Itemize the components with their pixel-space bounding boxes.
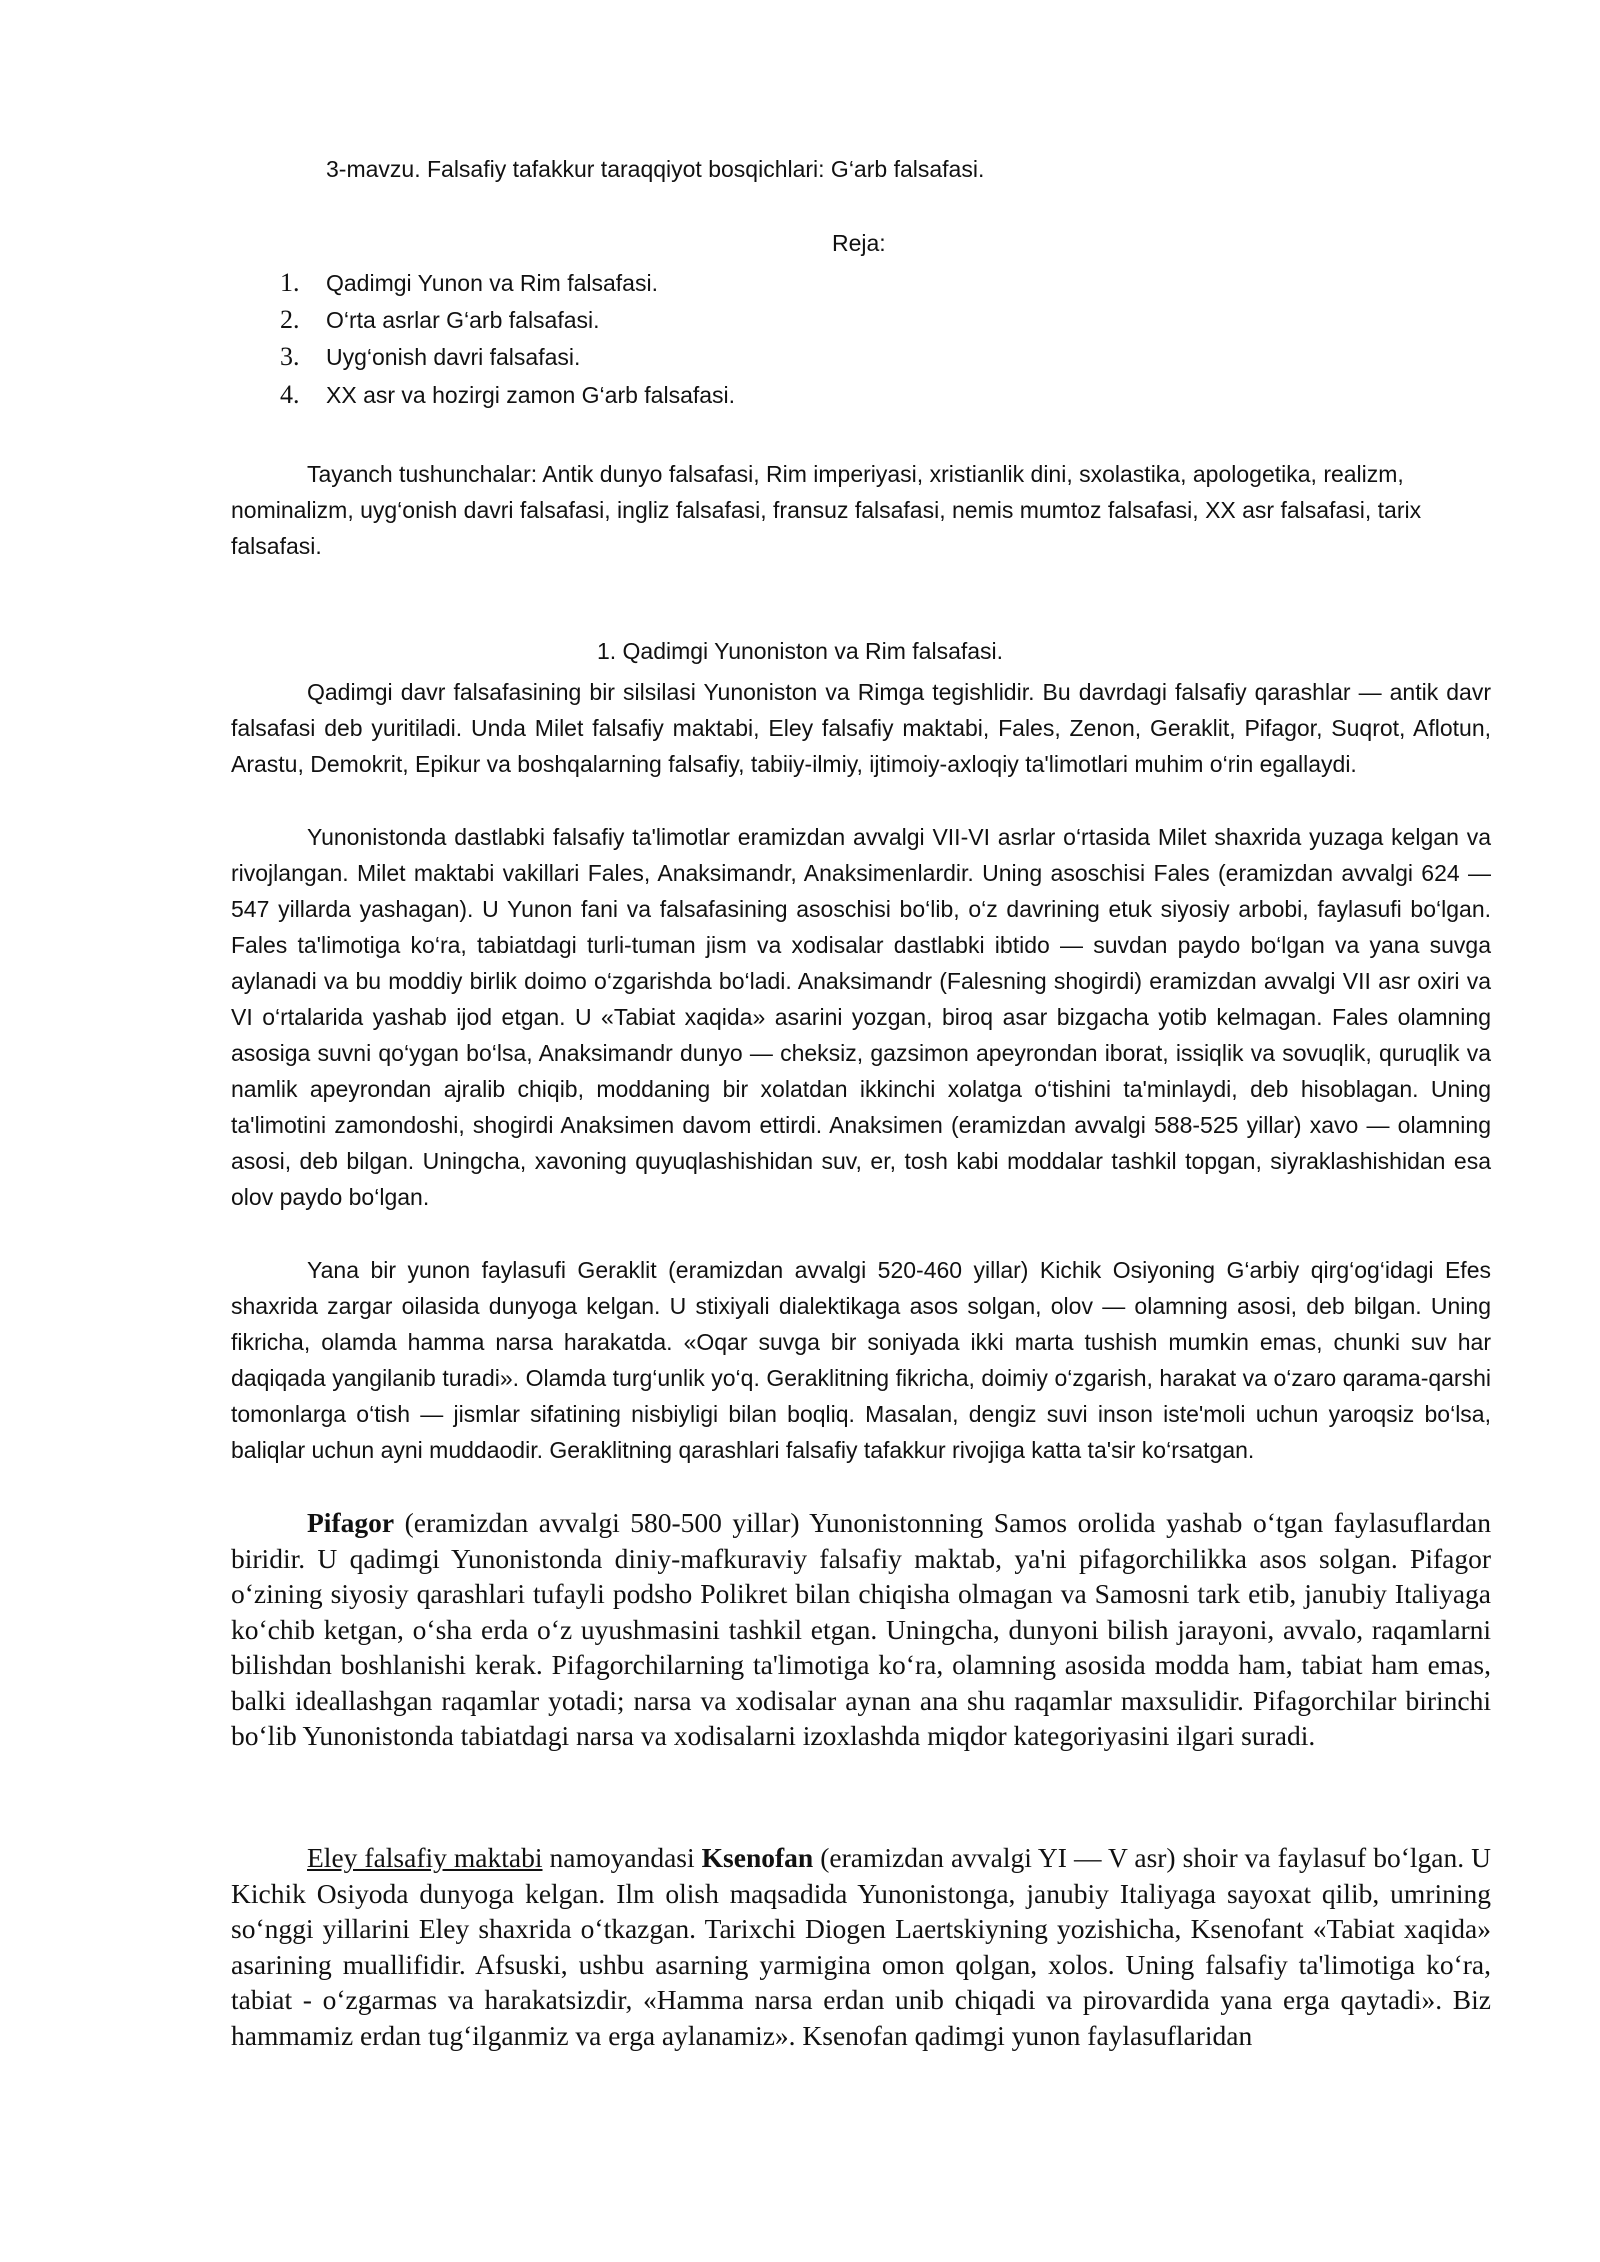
body-paragraph: Qadimgi davr falsafasining bir silsilasi Yunoniston va Rimga tegishlidir. Bu davrdagi falsafiy qarashlar — antik davr falsafasi deb yuritiladi. Unda Milet falsafiy maktabi, Eley falsafiy maktabi, Fales, Zenon, Geraklit, Pifagor, Suqrot, Aflotun, Arastu, Demokrit, Epikur va boshqalarning falsafiy, tabiiy-ilmiy, ijtimoiy-axloqiy ta'limotlari muhim o‘rin egallaydi.	[231, 679, 1491, 777]
paragraph-text: (eramizdan avvalgi 580-500 yillar) Yunonistonning Samos orolida yashab o‘tgan faylasuflardan biridir. U qadimgi Yunonistonda diniy-mafkuraviy falsafiy maktab, ya'ni pifagorchilikka asos solgan. Pifagor o‘zining siyosiy qarashlari tufayli podsho Polikret bilan chiqisha olmagan va Samosni tark etib, janubiy Italiyaga ko‘chib ketgan, o‘sha erda o‘z uyushmasini tashkil etgan. Uningcha, dunyoni bilish jarayoni, avvalo, raqamlarni bilishdan boshlanishi kerak. Pifagorchilarning ta'limotiga ko‘ra, olamning asosida modda ham, tabiat ham emas, balki ideallashgan raqamlar yotadi; narsa va xodisalar aynan ana shu raqamlar maxsulidir. Pifagorchilar birinchi bo‘lib Yunonistonda tabiatdagi narsa va xodisalarni izoxlashda miqdor kategoriyasini ilgari suradi.	[231, 1507, 1491, 1751]
plan-item-text: Qadimgi Yunon va Rim falsafasi.	[326, 270, 658, 296]
plan-item-text: O‘rta asrlar G‘arb falsafasi.	[326, 307, 600, 333]
plan-item-number: 2.	[280, 305, 300, 334]
plan-item	[280, 342, 580, 372]
paragraph-text: (eramizdan avvalgi YI — V asr) shoir va faylasuf bo‘lgan. U Kichik Osiyoda dunyoga kelgan. Ilm olish maqsadida Yunonistonga, janubiy Italiyaga sayoxat qilib, umrining so‘nggi yillarini Eley shaxrida o‘tkazgan. Tarixchi Diogen Laertskiyning yozishicha, Ksenofant «Tabiat xaqida» asarining muallifidir. Afsuski, ushbu asarning yarmigina omon qolgan, xolos. Uning falsafiy ta'limotiga ko‘ra, tabiat - o‘zgarmas va harakatsizdir, «Hamma narsa erdan unib chiqadi va pirovardida yana erga qaytadi». Biz hammamiz erdan tug‘ilganmiz va erga aylanamiz». Ksenofan qadimgi yunon faylasuflaridan	[231, 1842, 1492, 2051]
body-paragraph	[231, 1505, 1491, 1754]
document-title: 3-mavzu. Falsafiy tafakkur taraqqiyot bosqichlari: G‘arb falsafasi.	[326, 156, 985, 182]
body-paragraph: Yana bir yunon faylasufi Geraklit (eramizdan avvalgi 520-460 yillar) Kichik Osiyoning G‘arbiy qirg‘og‘idagi Efes shaxrida zargar oilasida dunyoga kelgan. U stixiyali dialektikaga asos solgan, olov — olamning asosi, deb bilgan. Uning fikricha, olamda hamma narsa harakatda. «Oqar suvga bir soniyada ikki marta tushish mumkin emas, chunki suv har daqiqada yangilanib turadi». Olamda turg‘unlik yo‘q. Geraklitning fikricha, doimiy o‘zgarish, harakat va o‘zaro qarama-qarshi tomonlarga o‘tish — jismlar sifatining nisbiyligi bilan boqliq. Masalan, dengiz suvi inson iste'moli uchun yaroqsiz bo‘lsa, baliqlar uchun ayni muddaodir. Geraklitning qarashlari falsafiy tafakkur rivojiga katta ta'sir ko‘rsatgan.	[231, 1257, 1491, 1463]
plan-item-text: Uyg‘onish davri falsafasi.	[326, 344, 581, 370]
paragraph-text: namoyandasi	[542, 1842, 702, 1873]
underlined-term: Eley falsafiy maktabi	[307, 1842, 543, 1873]
plan-item-number: 4.	[280, 380, 300, 409]
body-paragraph: Yunonistonda dastlabki falsafiy ta'limotlar eramizdan avvalgi VII-VI asrlar o‘rtasida Milet shaxrida yuzaga kelgan va rivojlangan. Milet maktabi vakillari Fales, Anaksimandr, Anaksimenlardir. Uning asoschisi Fales (eramizdan avvalgi 624 — 547 yillarda yashagan). U Yunon fani va falsafasining asoschisi bo‘lib, o‘z davrining etuk siyosiy arbobi, faylasufi bo‘lgan. Fales ta'limotiga ko‘ra, tabiatdagi turli-tuman jism va xodisalar dastlabki ibtido — suvdan paydo bo‘lgan va yana suvga aylanadi va bu moddiy birlik doimo o‘zgarishda bo‘ladi. Anaksimandr (Falesning shogirdi) eramizdan avvalgi VII asr oxiri va VI o‘rtalarida yashab ijod etgan. U «Tabiat xaqida» asarini yozgan, biroq asar bizgacha yotib kelmagan. Fales olamning asosiga suvni qo‘ygan bo‘lsa, Anaksimandr dunyo — cheksiz, gazsimon apeyrondan iborat, issiqlik va sovuqlik, quruqlik va namlik apeyrondan ajralib chiqib, moddaning bir xolatdan ikkinchi xolatga o‘tishini ta'minlaydi, deb hisoblagan. Uning ta'limotini zamondoshi, shogirdi Anaksimen davom ettirdi. Anaksimen (eramizdan avvalgi 588-525 yillar) xavo — olamning asosi, deb bilgan. Uningcha, xavoning quyuqlashishidan suv, er, tosh kabi moddalar tashkil topgan, siyraklashishidan esa olov paydo bo‘lgan.	[231, 824, 1491, 1210]
plan-item	[280, 380, 735, 410]
body-paragraph	[231, 1840, 1491, 2053]
name-pifagor: Pifagor	[307, 1507, 395, 1538]
name-ksenofan: Ksenofan	[701, 1842, 814, 1873]
plan-item-text: XX asr va hozirgi zamon G‘arb falsafasi.	[326, 382, 736, 408]
plan-item	[280, 268, 658, 298]
plan-heading: Reja:	[832, 230, 886, 256]
key-concepts-paragraph: Tayanch tushunchalar: Antik dunyo falsafasi, Rim imperiyasi, xristianlik dini, sxolastika, apologetika, realizm, nominalizm, uyg‘onish davri falsafasi, ingliz falsafasi, fransuz falsafasi, nemis mumtoz falsafasi, XX asr falsafasi, tarix falsafasi.	[231, 461, 1422, 559]
plan-item-number: 1.	[280, 268, 300, 297]
section-heading: 1. Qadimgi Yunoniston va Rim falsafasi.	[596, 638, 1004, 664]
plan-item	[280, 305, 600, 335]
plan-item-number: 3.	[280, 342, 300, 371]
